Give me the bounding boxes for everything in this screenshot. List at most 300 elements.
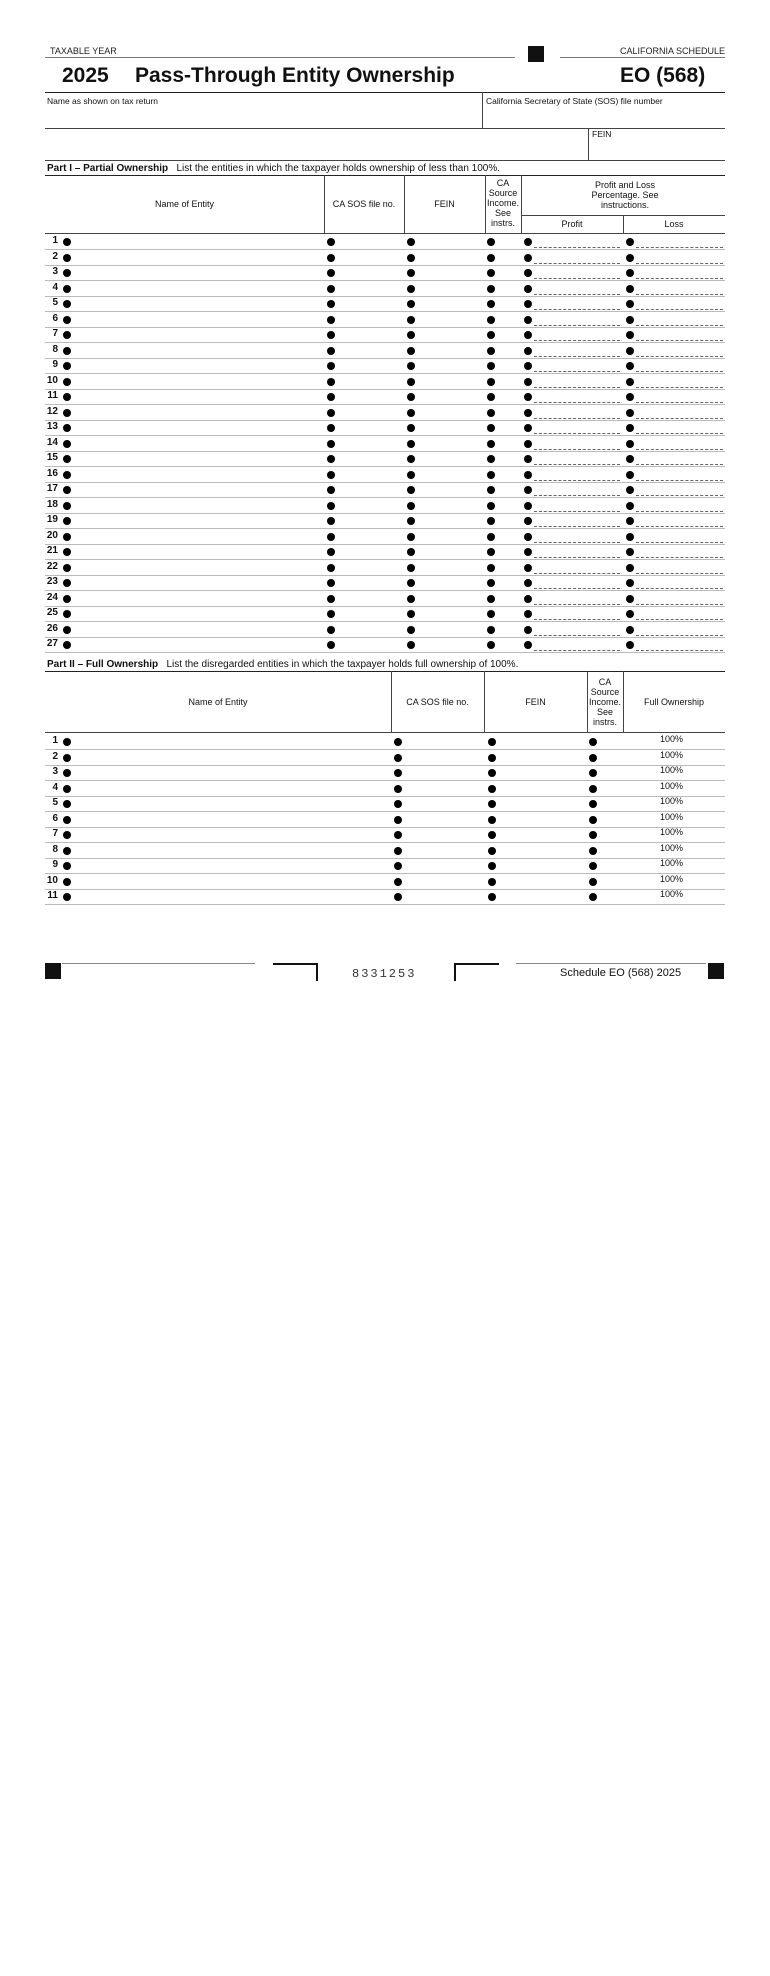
entry-bullet [407, 393, 415, 401]
fein-field[interactable] [0, 1638, 86, 1651]
entry-bullet [407, 579, 415, 587]
entry-bullet [626, 393, 634, 401]
row-number: 19 [46, 514, 58, 525]
full-ownership-value: 100% [660, 796, 684, 806]
loss-field[interactable] [636, 294, 723, 295]
fein-field[interactable] [0, 1430, 86, 1443]
loss-field[interactable] [636, 495, 723, 496]
entry-bullet [63, 269, 71, 277]
profit-field[interactable] [534, 418, 620, 419]
entry-bullet [327, 471, 335, 479]
profit-field[interactable] [534, 464, 620, 465]
row-number: 14 [46, 436, 58, 448]
ca-sos-field[interactable] [0, 13, 65, 26]
name-of-entity-field[interactable] [0, 1612, 315, 1625]
ca-source-checkbox[interactable] [0, 1495, 22, 1508]
part1-col-profit: Profit [561, 219, 583, 229]
ca-source-checkbox[interactable] [0, 455, 24, 468]
profit-field[interactable] [534, 619, 620, 620]
part2-title: Part II – Full Ownership [47, 659, 159, 670]
part2-col-sos: CA SOS file no. [406, 697, 469, 707]
profit-field[interactable] [534, 325, 620, 326]
loss-field[interactable] [636, 635, 723, 636]
ca-source-checkbox[interactable] [0, 1027, 24, 1040]
entry-bullet [63, 626, 71, 634]
loss-field[interactable] [636, 340, 723, 341]
ca-sos-field[interactable] [0, 1937, 78, 1950]
row-number: 10 [46, 874, 58, 886]
entry-bullet [487, 424, 495, 432]
profit-field[interactable] [534, 371, 620, 372]
row-number: 11 [47, 890, 58, 901]
profit-field[interactable] [534, 557, 620, 558]
entry-bullet [626, 269, 634, 277]
entry-bullet [407, 254, 415, 262]
ca-source-checkbox[interactable] [0, 1651, 22, 1664]
ca-source-checkbox[interactable] [0, 403, 24, 416]
name-of-entity-field[interactable] [0, 1924, 315, 1937]
ca-source-checkbox[interactable] [0, 1963, 22, 1976]
entry-bullet [626, 316, 634, 324]
row-number: 15 [46, 452, 58, 463]
name-of-entity-field[interactable] [0, 1092, 248, 1105]
entry-bullet [63, 893, 71, 901]
row-number: 25 [46, 607, 58, 618]
loss-field[interactable] [636, 619, 723, 620]
entry-bullet [394, 785, 402, 793]
loss-field[interactable] [636, 542, 723, 543]
row-number: 21 [46, 545, 58, 556]
entry-bullet [626, 378, 634, 386]
profit-field[interactable] [534, 511, 620, 512]
registration-mark-bottom-left [45, 963, 61, 979]
entry-bullet [63, 409, 71, 417]
name-of-entity-field[interactable] [0, 1404, 315, 1417]
name-of-entity-field[interactable] [0, 1508, 315, 1521]
loss-field[interactable] [636, 480, 723, 481]
entry-bullet [626, 595, 634, 603]
name-of-entity-field[interactable] [0, 1040, 248, 1053]
entry-bullet [327, 486, 335, 494]
ca-source-checkbox[interactable] [0, 195, 24, 208]
row-number: 17 [46, 483, 58, 494]
part1-col-name: Name of Entity [154, 199, 215, 209]
ca-sos-field[interactable] [0, 1781, 78, 1794]
part1-title: Part I – Partial Ownership [47, 163, 169, 174]
ca-sos-field[interactable] [0, 1469, 78, 1482]
entry-bullet [626, 564, 634, 572]
entry-bullet [524, 378, 532, 386]
row-number: 20 [46, 529, 58, 541]
ca-source-checkbox[interactable] [0, 1443, 22, 1456]
ca-source-checkbox[interactable] [0, 1547, 22, 1560]
part1-col-ca: CA Source Income. See instrs. [487, 178, 520, 228]
row-rule [45, 590, 725, 591]
entry-bullet [487, 409, 495, 417]
ca-source-checkbox[interactable] [0, 715, 24, 728]
row-rule [45, 497, 725, 498]
ca-source-checkbox[interactable] [0, 1287, 24, 1300]
entry-bullet [327, 564, 335, 572]
fein-field[interactable] [0, 1482, 86, 1495]
row-rule [45, 765, 725, 766]
ca-source-checkbox[interactable] [0, 247, 24, 260]
loss-field[interactable] [636, 526, 723, 527]
name-of-entity-field[interactable] [0, 1248, 248, 1261]
entry-bullet [394, 847, 402, 855]
entry-bullet [524, 579, 532, 587]
ca-sos-field[interactable] [0, 1365, 65, 1378]
ca-sos-field[interactable] [0, 1833, 78, 1846]
fein-field[interactable] [0, 1586, 86, 1599]
row-rule [45, 559, 725, 560]
ca-sos-field[interactable] [0, 1625, 78, 1638]
entry-bullet [524, 362, 532, 370]
profit-field[interactable] [534, 402, 620, 403]
ca-sos-field[interactable] [0, 1729, 78, 1742]
entry-bullet [524, 316, 532, 324]
entry-bullet [394, 738, 402, 746]
loss-field[interactable] [636, 263, 723, 264]
name-of-entity-field[interactable] [0, 1144, 248, 1157]
entry-bullet [524, 440, 532, 448]
corner-mark-right [454, 963, 499, 981]
ca-source-checkbox[interactable] [0, 299, 24, 312]
name-of-entity-field[interactable] [0, 832, 248, 845]
part2-col-ca: CA Source Income. See instrs. [589, 677, 622, 727]
fein-field[interactable] [590, 140, 724, 160]
entry-bullet [327, 579, 335, 587]
profit-field[interactable] [534, 650, 620, 651]
entry-bullet [524, 269, 532, 277]
row-rule [45, 575, 725, 576]
row-number: 2 [52, 250, 58, 262]
entry-bullet [487, 238, 495, 246]
row-rule [45, 621, 725, 622]
entry-bullet [524, 564, 532, 572]
name-of-entity-field[interactable] [0, 988, 248, 1001]
loss-field[interactable] [636, 464, 723, 465]
loss-field[interactable] [636, 557, 723, 558]
loss-field[interactable] [636, 309, 723, 310]
entry-bullet [327, 238, 335, 246]
entry-bullet [327, 316, 335, 324]
name-of-entity-field[interactable] [0, 780, 248, 793]
entry-bullet [63, 564, 71, 572]
entry-bullet [407, 331, 415, 339]
name-of-entity-field[interactable] [0, 312, 248, 325]
entry-bullet [488, 754, 496, 762]
ca-sos-field[interactable] [0, 1157, 65, 1170]
entry-bullet [524, 409, 532, 417]
profit-field[interactable] [534, 356, 620, 357]
name-of-entity-field[interactable] [0, 0, 248, 13]
profit-field[interactable] [534, 588, 620, 589]
profit-field[interactable] [534, 433, 620, 434]
profit-field[interactable] [534, 526, 620, 527]
row-number: 8 [52, 343, 58, 355]
entry-bullet [407, 564, 415, 572]
loss-field[interactable] [636, 402, 723, 403]
row-rule [45, 389, 725, 390]
profit-field[interactable] [534, 604, 620, 605]
row-rule [45, 311, 725, 312]
entry-bullet [407, 347, 415, 355]
fein-field[interactable] [0, 1326, 66, 1339]
ca-source-checkbox[interactable] [0, 1391, 24, 1404]
ca-sos-field[interactable] [0, 1001, 65, 1014]
row-number: 23 [46, 576, 58, 587]
ca-source-checkbox[interactable] [0, 1079, 24, 1092]
name-of-entity-field[interactable] [0, 520, 248, 533]
ca-source-checkbox[interactable] [0, 91, 24, 104]
ca-source-checkbox[interactable] [0, 143, 24, 156]
name-of-entity-field[interactable] [0, 1664, 315, 1677]
ca-source-checkbox[interactable] [0, 1703, 22, 1716]
fein-field[interactable] [0, 1898, 86, 1911]
ca-source-checkbox[interactable] [0, 1599, 22, 1612]
entry-bullet [626, 517, 634, 525]
row-number: 22 [46, 560, 58, 572]
loss-field[interactable] [636, 387, 723, 388]
row-rule [45, 249, 725, 250]
profit-field[interactable] [534, 294, 620, 295]
row-rule [45, 858, 725, 859]
name-of-entity-field[interactable] [0, 1872, 315, 1885]
loss-field[interactable] [636, 247, 723, 248]
loss-field[interactable] [636, 449, 723, 450]
ca-source-checkbox[interactable] [0, 507, 24, 520]
name-of-entity-field[interactable] [0, 1352, 248, 1365]
name-of-entity-field[interactable] [0, 676, 248, 689]
row-number: 7 [52, 828, 58, 839]
fein-field[interactable] [0, 1950, 86, 1963]
name-of-entity-field[interactable] [0, 260, 248, 273]
fein-field[interactable] [0, 78, 66, 91]
entry-bullet [488, 769, 496, 777]
name-of-entity-field[interactable] [0, 624, 248, 637]
fein-field[interactable] [0, 1118, 66, 1131]
ca-sos-field[interactable] [0, 1209, 65, 1222]
ca-sos-field[interactable] [0, 1261, 65, 1274]
part2-col-name: Name of Entity [188, 697, 248, 707]
ca-source-checkbox[interactable] [0, 1755, 22, 1768]
entry-bullet [487, 316, 495, 324]
profit-field[interactable] [534, 449, 620, 450]
loss-field[interactable] [636, 356, 723, 357]
ca-source-checkbox[interactable] [0, 611, 24, 624]
ca-sos-field[interactable] [0, 1417, 78, 1430]
name-of-entity-field[interactable] [0, 416, 248, 429]
entry-bullet [487, 285, 495, 293]
entry-bullet [626, 533, 634, 541]
profit-field[interactable] [534, 247, 620, 248]
ca-source-checkbox[interactable] [0, 1807, 22, 1820]
ca-sos-field[interactable] [0, 1313, 65, 1326]
entry-bullet [524, 285, 532, 293]
ca-sos-field[interactable] [0, 1677, 78, 1690]
entry-bullet [524, 238, 532, 246]
row-rule [45, 296, 725, 297]
entry-bullet [327, 393, 335, 401]
loss-field[interactable] [636, 511, 723, 512]
entry-bullet [487, 455, 495, 463]
ca-source-checkbox[interactable] [0, 1339, 24, 1352]
full-ownership-value: 100% [660, 842, 684, 853]
entry-bullet [524, 548, 532, 556]
fein-field[interactable] [0, 1222, 66, 1235]
profit-field[interactable] [534, 635, 620, 636]
fein-field[interactable] [0, 1378, 66, 1391]
row-number: 6 [52, 812, 58, 824]
form-title: Pass-Through Entity Ownership [135, 64, 455, 87]
ca-source-checkbox[interactable] [0, 351, 24, 364]
ca-sos-field[interactable] [0, 65, 65, 78]
ca-source-checkbox[interactable] [0, 1859, 22, 1872]
ca-source-checkbox[interactable] [0, 819, 24, 832]
entry-bullet [488, 738, 496, 746]
entry-bullet [626, 409, 634, 417]
entry-bullet [63, 878, 71, 886]
ca-source-checkbox[interactable] [0, 767, 24, 780]
entry-bullet [589, 862, 597, 870]
name-of-entity-field[interactable] [0, 1196, 248, 1209]
profit-field[interactable] [534, 340, 620, 341]
fein-field[interactable] [0, 1274, 66, 1287]
row-rule [45, 327, 725, 328]
entry-bullet [394, 754, 402, 762]
entry-bullet [407, 471, 415, 479]
entry-bullet [407, 269, 415, 277]
loss-field[interactable] [636, 604, 723, 605]
profit-field[interactable] [534, 309, 620, 310]
profit-field[interactable] [534, 387, 620, 388]
fein-label: FEIN [592, 129, 612, 139]
ca-source-checkbox[interactable] [0, 1911, 22, 1924]
entry-bullet [327, 455, 335, 463]
name-of-entity-field[interactable] [0, 1300, 248, 1313]
entry-bullet [626, 424, 634, 432]
row-rule [45, 435, 725, 436]
row-number: 10 [46, 374, 58, 386]
ca-source-checkbox[interactable] [0, 975, 24, 988]
profit-field[interactable] [534, 278, 620, 279]
ca-source-checkbox[interactable] [0, 1131, 24, 1144]
taxable-year-label: TAXABLE YEAR [50, 46, 117, 56]
entry-bullet [487, 502, 495, 510]
entry-bullet [407, 300, 415, 308]
loss-field[interactable] [636, 650, 723, 651]
ca-sos-field[interactable] [0, 1053, 65, 1066]
profit-field[interactable] [534, 573, 620, 574]
name-of-entity-field[interactable] [0, 936, 248, 949]
row-rule [45, 873, 725, 874]
row-number: 7 [52, 328, 58, 339]
row-rule [45, 606, 725, 607]
loss-field[interactable] [636, 573, 723, 574]
ca-source-checkbox[interactable] [0, 663, 24, 676]
entry-bullet [327, 533, 335, 541]
entry-bullet [524, 455, 532, 463]
entry-bullet [63, 533, 71, 541]
name-of-entity-field[interactable] [0, 364, 248, 377]
loss-field[interactable] [636, 433, 723, 434]
ca-sos-field[interactable] [0, 1105, 65, 1118]
loss-field[interactable] [636, 588, 723, 589]
profit-field[interactable] [534, 480, 620, 481]
fein-field[interactable] [0, 26, 66, 39]
ca-source-checkbox[interactable] [0, 871, 24, 884]
fein-field[interactable] [0, 1014, 66, 1027]
full-ownership-value: 100% [660, 858, 684, 868]
name-of-entity-field[interactable] [0, 728, 248, 741]
entry-bullet [589, 831, 597, 839]
fein-field[interactable] [0, 1066, 66, 1079]
row-rule [45, 842, 725, 843]
entry-bullet [407, 378, 415, 386]
sos-field[interactable] [484, 108, 724, 128]
ca-source-checkbox[interactable] [0, 1183, 24, 1196]
entry-bullet [327, 424, 335, 432]
ca-sos-field[interactable] [0, 1573, 78, 1586]
entry-bullet [589, 769, 597, 777]
row-rule [45, 280, 725, 281]
name-of-entity-field[interactable] [0, 1560, 315, 1573]
fein-field[interactable] [0, 182, 66, 195]
loss-field[interactable] [636, 371, 723, 372]
entry-bullet [63, 769, 71, 777]
fein-field[interactable] [0, 1690, 86, 1703]
ca-sos-field[interactable] [0, 1521, 78, 1534]
name-of-entity-field[interactable] [0, 468, 248, 481]
name-of-entity-field[interactable] [0, 1456, 315, 1469]
ca-sos-field[interactable] [0, 949, 65, 962]
name-of-entity-field[interactable] [0, 208, 248, 221]
form-code: 8331253 [352, 967, 417, 981]
fein-field[interactable] [0, 910, 66, 923]
fein-field[interactable] [0, 130, 66, 143]
name-of-entity-field[interactable] [0, 884, 248, 897]
fein-field[interactable] [0, 1534, 86, 1547]
ca-source-checkbox[interactable] [0, 559, 24, 572]
profit-field[interactable] [534, 495, 620, 496]
fein-field[interactable] [0, 1846, 86, 1859]
full-ownership-value: 100% [660, 749, 684, 760]
fein-field[interactable] [0, 1170, 66, 1183]
row-rule [45, 780, 725, 781]
entry-bullet [524, 641, 532, 649]
ca-sos-field[interactable] [0, 1885, 78, 1898]
ca-source-checkbox[interactable] [0, 923, 24, 936]
loss-field[interactable] [636, 325, 723, 326]
fein-field[interactable] [0, 1794, 86, 1807]
ca-source-checkbox[interactable] [0, 39, 24, 52]
profit-field[interactable] [534, 263, 620, 264]
fein-field[interactable] [0, 1742, 86, 1755]
entry-bullet [524, 471, 532, 479]
name-of-entity-field[interactable] [0, 1820, 315, 1833]
name-of-entity-field[interactable] [0, 1768, 315, 1781]
row-number: 9 [52, 359, 58, 370]
name-field[interactable] [45, 105, 481, 128]
loss-field[interactable] [636, 418, 723, 419]
entry-bullet [327, 378, 335, 386]
profit-field[interactable] [534, 542, 620, 543]
ca-source-checkbox[interactable] [0, 1235, 24, 1248]
entry-bullet [327, 502, 335, 510]
loss-field[interactable] [636, 278, 723, 279]
name-of-entity-field[interactable] [0, 1716, 315, 1729]
